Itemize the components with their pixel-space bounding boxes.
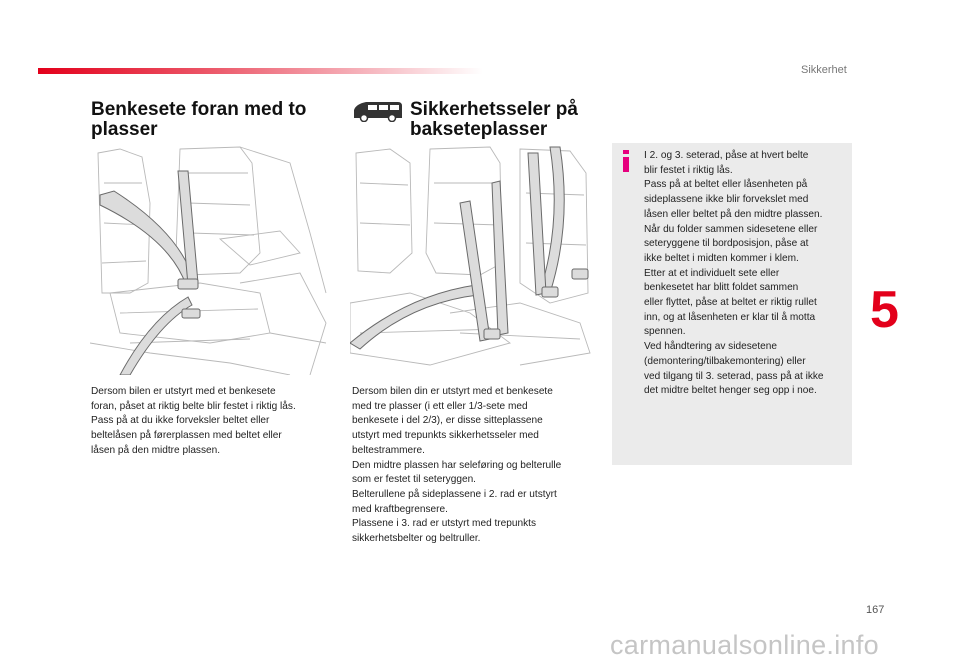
section-title: Sikkerhet xyxy=(801,64,847,76)
page-number: 167 xyxy=(866,604,885,616)
front-bench-seatbelt-illustration xyxy=(90,143,330,375)
info-icon xyxy=(622,150,630,172)
header-accent-bar xyxy=(38,68,483,74)
front-bench-text: Dersom bilen er utstyrt med et benkesete foran, påset at riktig belte blir festet i riktig lås. Pass på at du ikke forveksler beltet eller beltelåsen på førerplassen med beltet eller låsen på den midtre plassen. xyxy=(91,386,296,456)
info-box-text: I 2. og 3. seterad, påse at hvert belte blir festet i riktig lås. Pass på at beltet eller låsenheten på sideplassene ikke blir forvekslet med låsen eller beltet på den midtre plassen. Når du folder sammen sidesetene eller seteryggene til bordposisjon, påse at ikke beltet i midten kommer i klem. Etter at et individuelt sete eller benkesetet har blitt foldet sammen eller flyttet, påse at beltet er riktig rullet inn, og at låsenheten er klar til å motta spennen. Ved håndtering av sidesetene (demontering/tilbakemontering) eller ved tilgang til 3. seterad, pass på at ikke det midtre beltet henger seg opp i noe. xyxy=(644,150,824,397)
front-bench-heading: Benkesete foran med to plasser xyxy=(91,99,307,140)
watermark: carmanualsonline.info xyxy=(610,630,879,660)
chapter-number: 5 xyxy=(870,281,899,339)
van-icon xyxy=(352,100,404,122)
rear-seatbelts-heading: Sikkerhetsseler på bakseteplasser xyxy=(410,99,578,140)
rear-seatbelts-illustration xyxy=(350,143,592,375)
rear-seatbelts-text: Dersom bilen din er utstyrt med et benkesete med tre plasser (i ett eller 1/3-sete med benkesete i del 2/3), er disse sitteplassene utstyrt med trepunkts sikkerhetsseler med beltestrammere. Den midtre plassen har seleføring og belterulle som er festet til seteryggen. Belterullene på sideplassene i 2. rad er utstyrt med kraftbegrensere. Plassene i 3. rad er utstyrt med trepunkts sikkerhetsbelter og beltruller. xyxy=(352,386,562,545)
